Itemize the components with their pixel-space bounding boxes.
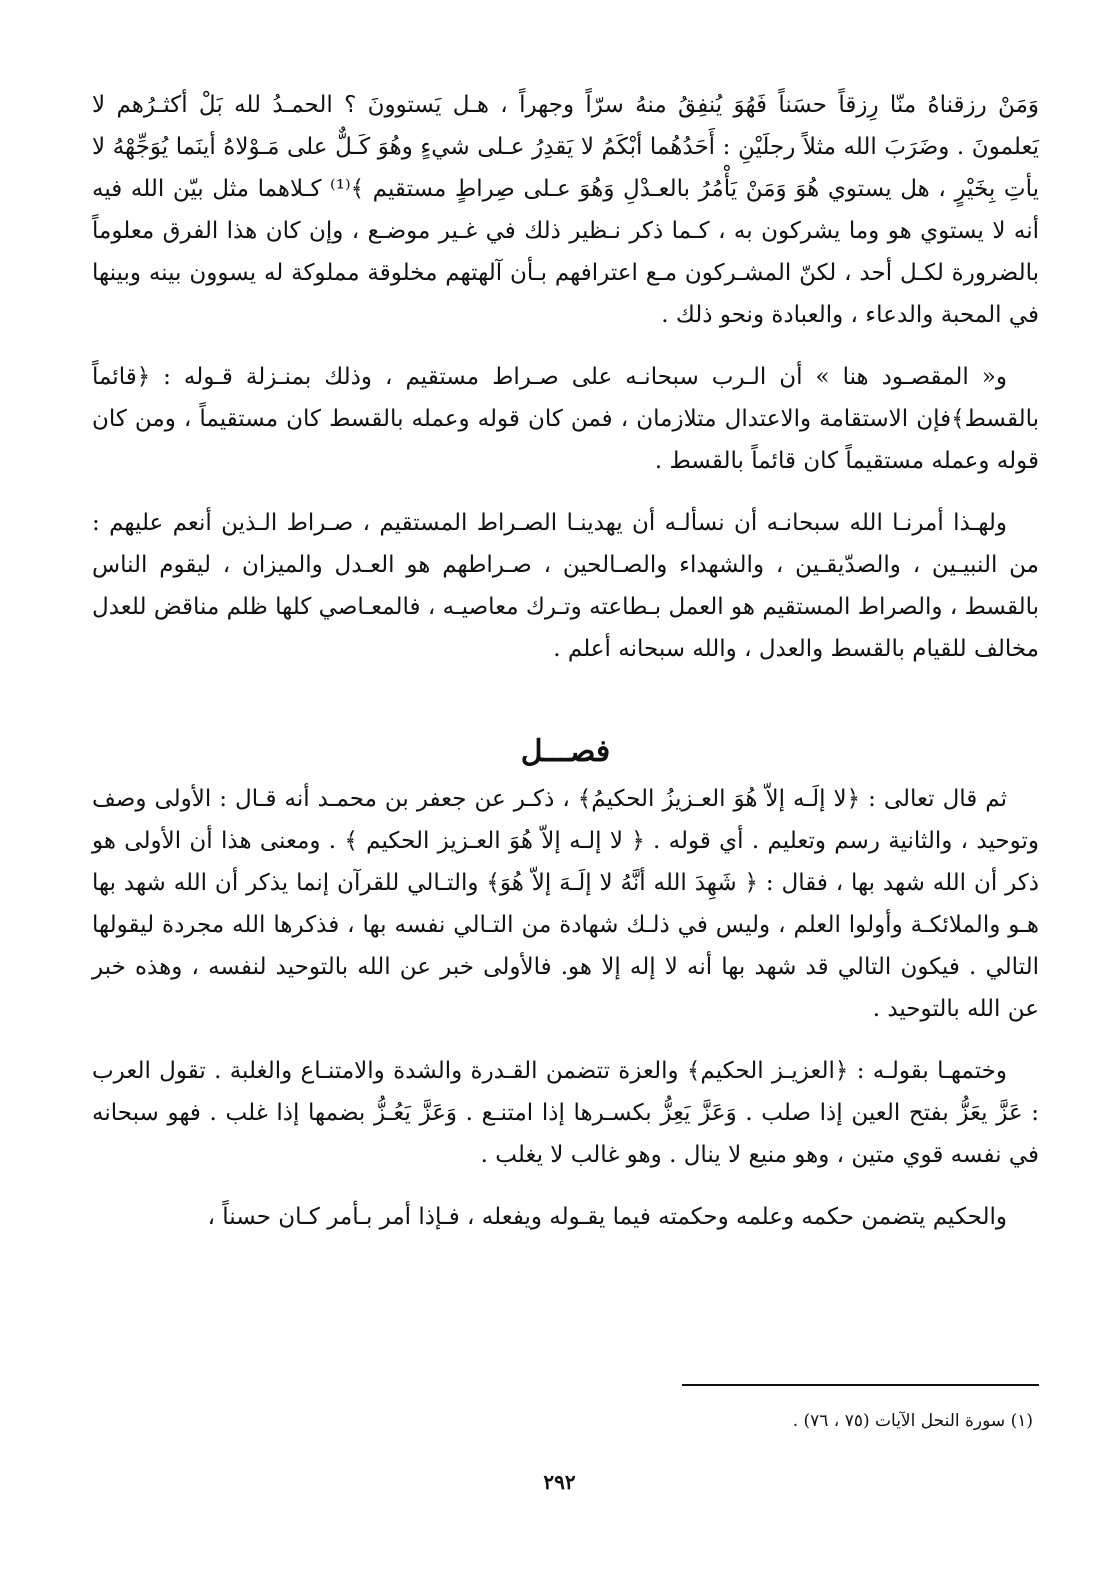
page-number: ٢٩٢ — [543, 1470, 576, 1494]
section-paragraph-1: ثم قال تعالى : ﴿لا إلَـه إلاّ هُوَ العـزيزُ الحكيمُ﴾ ، ذكـر عن جعفر بن محمـد أنه قـال : الأولى وصف وتوحيد ، والثانية رسم وتعليم . أي قوله . ﴿ لا إلـه إلاّ هُوَ العـزيز الحكيم ﴾ . ومعنى هذا أن الأولى هو ذكر أن الله شهد بها ، فقال : ﴿ شَهِدَ الله أنَّهُ لا إلَـهَ إلاّ هُوَ﴾ والتـالي للقرآن إنما يذكر أن الله شهد بها هـو والملائكـة وأولوا العلم ، وليس في ذلـك شهادة من التـالي نفسه بها ، فذكرها الله مجردة ليقولها التالي . فيكون التالي قد شهد بها أنه لا إله إلا هو. فالأولى خبر عن الله بالتوحيد لنفسه ، وهذه خبر عن الله بالتوحيد . — [92, 786, 1039, 1022]
footnote: (١) سورة النحل الآيات (٧٥ ، ٧٦) . — [792, 1411, 1033, 1431]
section-paragraph-3: والحكيم يتضمن حكمه وعلمه وحكمته فيما يقـوله ويفعله ، فـإذا أمر بـأمر كـان حسناً ، — [207, 1204, 1007, 1230]
section-paragraph-2: وختمهـا بقولـه : ﴿العزيـز الحكيم﴾ والعزة تتضمن القـدرة والشدة والامتنـاع والغلبة . تقول العرب : عَزَّ يعَزُّ بفتح العين إذا صلب . وَعَزَّ يَعِزُّ بكسـرها إذا امتنـع . وَعَزَّ يَعُـزُّ بضمها إذا غلب . فهو سبحانه في نفسه قوي متين ، وهو منيع لا ينال . وهو غالب لا يغلب . — [92, 1058, 1039, 1168]
paragraph-3: ولهـذا أمرنـا الله سبحانـه أن نسألـه أن يهدينـا الصـراط المستقيم ، صـراط الـذين أنعم عليهم : من النبيـين ، والصدّيقـين ، والشهداء والصـالحين ، صـراطهم هو العـدل والميزان ، ليقوم الناس بالقسط ، والصراط المستقيم هو العمل بـطاعته وتـرك معاصيـه ، فالمعـاصي كلها ظلم مناقض للعدل مخالف للقيام بالقسط والعدل ، والله سبحانه أعلم . — [92, 510, 1039, 662]
footnote-divider — [682, 1384, 1039, 1386]
paragraph-2: و« المقصـود هنا » أن الـرب سبحانـه على صـراط مستقيم ، وذلك بمنـزلة قـوله : ﴿قائماً بالقسط﴾فإن الاستقامة والاعتدال متلازمان ، فمن كان قوله وعمله بالقسط كان مستقيماً ، ومن كان قوله وعمله مستقيماً كان قائماً بالقسط . — [92, 364, 1039, 474]
page-body — [92, 84, 1039, 1258]
paragraph-1: وَمَنْ رزقناهُ منّا رِزقاً حسَناً فَهُوَ يُنفِقُ منهُ سرّاً وجهراً ، هـل يَستوونَ ؟ الحمـدُ لله بَلْ أكثـرُهم لا يَعلمونَ . وضَرَبَ الله مثلاً رجلَيْنِ : أَحَدُهُما أبْكَمُ لا يَقدِرُ عـلى شيءٍ وهُوَ كَـلٌّ على مَـوْلاهُ أينَما يُوَجِّهْهُ لا يأتِ بِخَيْرٍ ، هل يستوي هُوَ وَمَنْ يَأْمُرُ بالعـدْلِ وَهُوَ عـلى صِراطٍ مستقيم ﴾⁽¹⁾ كـلاهما مثل بيّن الله فيه أنه لا يستوي هو وما يشركون به ، كـما ذكر نـظير ذلك في غـير موضـع ، وإن كان هذا الفرق معلوماً بالضرورة لكـل أحد ، لكنّ المشـركون مـع اعترافهم بـأن آلهتهم مخلوقة مملوكة له يسوون بينه وبينها في المحبة والدعاء ، والعبادة ونحو ذلك . — [92, 92, 1039, 328]
section-title: فصـــل — [520, 734, 611, 769]
